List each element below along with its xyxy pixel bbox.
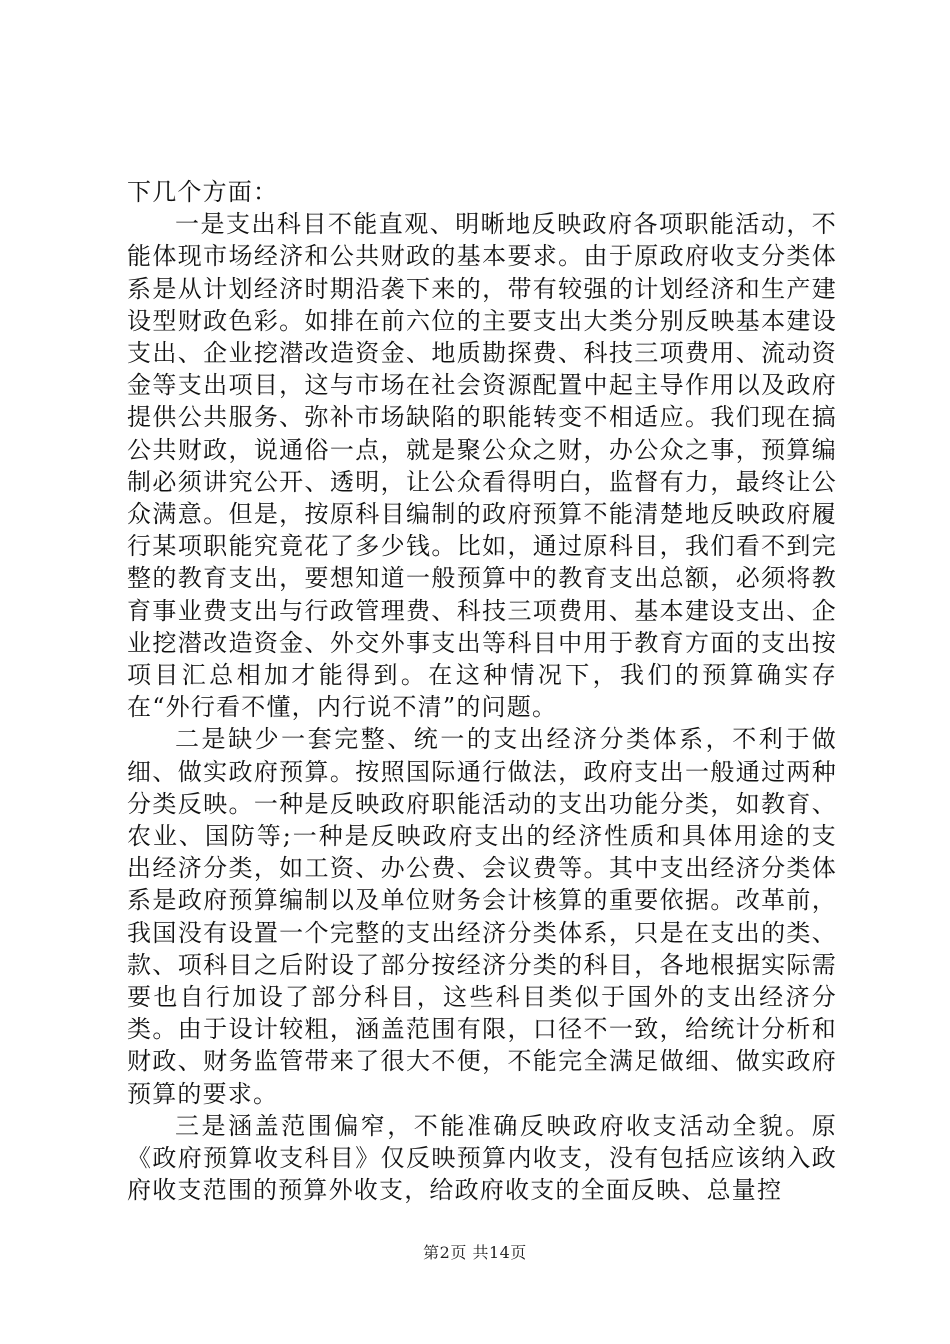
page-number-footer: 第2页 共14页 [423,1243,527,1262]
paragraph-point-three: 三是涵盖范围偏窄，不能准确反映政府收支活动全貌。原《政府预算收支科目》仅反映预算内收支，没有包括应该纳入政府收支范围的预算外收支，给政府收支的全面反映、总量控 [127,1111,837,1205]
paragraph-point-one: 一是支出科目不能直观、明晰地反映政府各项职能活动，不能体现市场经济和公共财政的基本要求。由于原政府收支分类体系是从计划经济时期沿袭下来的，带有较强的计划经济和生产建设型财政色彩。如排在前六位的主要支出大类分别反映基本建设支出、企业挖潜改造资金、地质勘探费、科技三项费用、流动资金等支出项目，这与市场在社会资源配置中起主导作用以及政府提供公共服务、弥补市场缺陷的职能转变不相适应。我们现在搞公共财政，说通俗一点，就是聚公众之财，办公众之事，预算编制必须讲究公开、透明，让公众看得明白，监督有力，最终让公众满意。但是，按原科目编制的政府预算不能清楚地反映政府履行某项职能究竟花了多少钱。比如，通过原科目，我们看不到完整的教育支出，要想知道一般预算中的教育支出总额，必须将教育事业费支出与行政管理费、科技三项费用、基本建设支出、企业挖潜改造资金、外交外事支出等科目中用于教育方面的支出按项目汇总相加才能得到。在这种情况下，我们的预算确实存在“外行看不懂，内行说不清”的问题。 [127,210,837,722]
paragraph-intro: 下几个方面： [127,178,279,206]
document-body [127,176,837,1207]
paragraph-point-two: 二是缺少一套完整、统一的支出经济分类体系，不利于做细、做实政府预算。按照国际通行做法，政府支出一般通过两种分类反映。一种是反映政府职能活动的支出功能分类，如教育、农业、国防等;一种是反映政府支出的经济性质和具体用途的支出经济分类，如工资、办公费、会议费等。其中支出经济分类体系是政府预算编制以及单位财务会计核算的重要依据。改革前，我国没有设置一个完整的支出经济分类体系，只是在支出的类、款、项科目之后附设了部分按经济分类的科目，各地根据实际需要也自行加设了部分科目，这些科目类似于国外的支出经济分类。由于设计较粗，涵盖范围有限，口径不一致，给统计分析和财政、财务监管带来了很大不便，不能完全满足做细、做实政府预算的要求。 [127,725,837,1108]
